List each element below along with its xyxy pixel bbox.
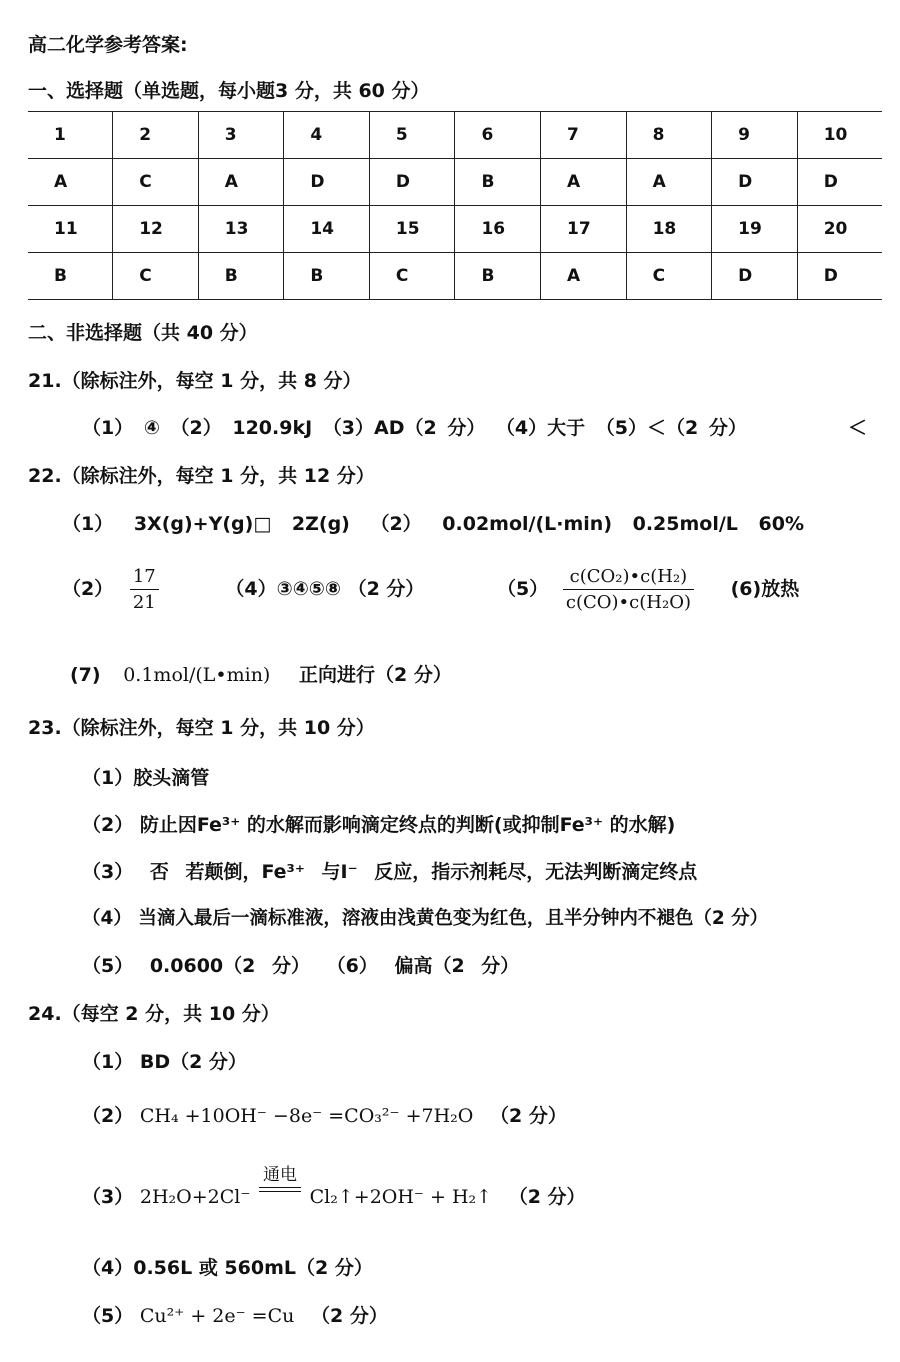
q22-label-5: （5）	[497, 578, 549, 600]
table-cell: 8	[626, 112, 712, 159]
q23-title: 23.（除标注外，每空 1 分，共 10 分）	[28, 717, 375, 739]
q23-answer-5: （5） 0.0600（2 分） （6） 偏高（2 分）	[82, 955, 520, 977]
table-cell: 18	[626, 206, 712, 253]
doc-title: 高二化学参考答案:	[28, 34, 188, 56]
table-cell: A	[198, 159, 284, 206]
table-cell: 9	[712, 112, 798, 159]
table-cell: C	[113, 253, 199, 300]
table-cell: 17	[541, 206, 627, 253]
q24-score-2: （2 分）	[490, 1105, 567, 1127]
section2-title: 二、非选择题（共 40 分）	[28, 322, 258, 344]
q21-title: 21.（除标注外，每空 1 分，共 8 分）	[28, 370, 362, 392]
k-numerator: c(CO₂)•c(H₂)	[563, 566, 694, 590]
q24-condition-arrow	[259, 1160, 301, 1192]
table-cell: A	[626, 159, 712, 206]
q22-title: 22.（除标注外，每空 1 分，共 12 分）	[28, 465, 375, 487]
q23-answer-4: （4） 当滴入最后一滴标准液，溶液由浅黄色变为红色，且半分钟内不褪色（2 分）	[82, 908, 769, 929]
q24-label-3: （3）	[82, 1186, 134, 1208]
table-cell: D	[712, 253, 798, 300]
table-cell: B	[198, 253, 284, 300]
table-cell: B	[455, 253, 541, 300]
table-cell: B	[455, 159, 541, 206]
q24-answer-3	[82, 1160, 586, 1208]
q24-electrode-equation: CH₄ +10OH⁻ −8e⁻ =CO₃²⁻ +7H₂O	[139, 1105, 474, 1127]
q22-answer-line3	[70, 660, 452, 687]
q22-answer-line2	[62, 566, 799, 613]
table-cell: C	[369, 253, 455, 300]
q24-answer-1: （1） BD（2 分）	[82, 1051, 247, 1073]
q22-part6: (6)放热	[730, 578, 800, 600]
table-cell: 2	[113, 112, 199, 159]
answer-table	[28, 111, 882, 300]
table-row	[28, 253, 882, 300]
table-cell: 6	[455, 112, 541, 159]
q22-label-7: (7)	[70, 664, 101, 686]
q24-title: 24.（每空 2 分，共 10 分）	[28, 1003, 280, 1025]
double-line	[259, 1187, 301, 1192]
section1-title: 一、选择题（单选题，每小题3 分，共 60 分）	[28, 80, 430, 102]
table-row	[28, 206, 882, 253]
table-cell: C	[113, 159, 199, 206]
table-cell: D	[284, 159, 370, 206]
q23-answer-2: （2） 防止因Fe³⁺ 的水解而影响滴定终点的判断(或抑制Fe³⁺ 的水解)	[82, 814, 676, 836]
table-cell: A	[28, 159, 113, 206]
q24-copper-equation: Cu²⁺ + 2e⁻ =Cu	[139, 1305, 295, 1327]
q24-answer-5	[82, 1301, 388, 1328]
table-cell: D	[712, 159, 798, 206]
q24-eq-left: 2H₂O+2Cl⁻	[139, 1186, 251, 1208]
table-cell: A	[541, 159, 627, 206]
table-cell: 19	[712, 206, 798, 253]
q24-eq-right: Cl₂↑+2OH⁻ + H₂↑	[309, 1186, 493, 1208]
table-cell: 10	[797, 112, 882, 159]
table-row	[28, 112, 882, 159]
q22-label-2: （2）	[62, 578, 114, 600]
q24-score-3: （2 分）	[508, 1186, 586, 1208]
table-cell: D	[797, 159, 882, 206]
table-cell: 7	[541, 112, 627, 159]
table-cell: 20	[797, 206, 882, 253]
table-cell: 16	[455, 206, 541, 253]
q21-answer-line: （1） ④ （2） 120.9kJ （3）AD（2 分） （4）大于 （5）＜（2 分）	[82, 417, 747, 439]
q24-answer-2	[82, 1101, 567, 1128]
q24-answer-4: （4）0.56L 或 560mL（2 分）	[82, 1257, 373, 1279]
table-cell: 13	[198, 206, 284, 253]
q23-answer-3: （3） 否 若颠倒，Fe³⁺ 与I⁻ 反应，指示剂耗尽，无法判断滴定终点	[82, 861, 698, 883]
table-cell: 12	[113, 206, 199, 253]
q22-answer-line1: （1） 3X(g)+Y(g)□ 2Z(g) （2） 0.02mol/(L·min) 0.25mol/L 60%	[62, 513, 805, 535]
q24-label-2: （2）	[82, 1105, 134, 1127]
q21-answer-tail: ＜	[848, 417, 868, 439]
table-cell: B	[284, 253, 370, 300]
condition-label: 通电	[263, 1165, 297, 1185]
table-cell: 1	[28, 112, 113, 159]
table-cell: 4	[284, 112, 370, 159]
fraction-denominator: 21	[132, 592, 156, 613]
fraction-numerator: 17	[130, 566, 159, 590]
q22-direction: 正向进行（2 分）	[298, 664, 452, 686]
q22-fraction	[130, 566, 159, 613]
q22-part4: （4）③④⑤⑧ （2 分）	[225, 578, 425, 600]
table-cell: D	[797, 253, 882, 300]
table-cell: A	[541, 253, 627, 300]
table-cell: 14	[284, 206, 370, 253]
q22-equilibrium-constant	[563, 566, 694, 613]
q23-answer-1: （1）胶头滴管	[82, 767, 210, 789]
q22-rate: 0.1mol/(L•min)	[123, 664, 271, 686]
k-denominator: c(CO)•c(H₂O)	[565, 592, 691, 613]
table-cell: 5	[369, 112, 455, 159]
q24-score-5: （2 分）	[311, 1305, 388, 1327]
table-row	[28, 159, 882, 206]
table-cell: D	[369, 159, 455, 206]
table-cell: 3	[198, 112, 284, 159]
table-cell: 15	[369, 206, 455, 253]
table-cell: B	[28, 253, 113, 300]
q24-label-5: （5）	[82, 1305, 134, 1327]
table-cell: 11	[28, 206, 113, 253]
table-cell: C	[626, 253, 712, 300]
